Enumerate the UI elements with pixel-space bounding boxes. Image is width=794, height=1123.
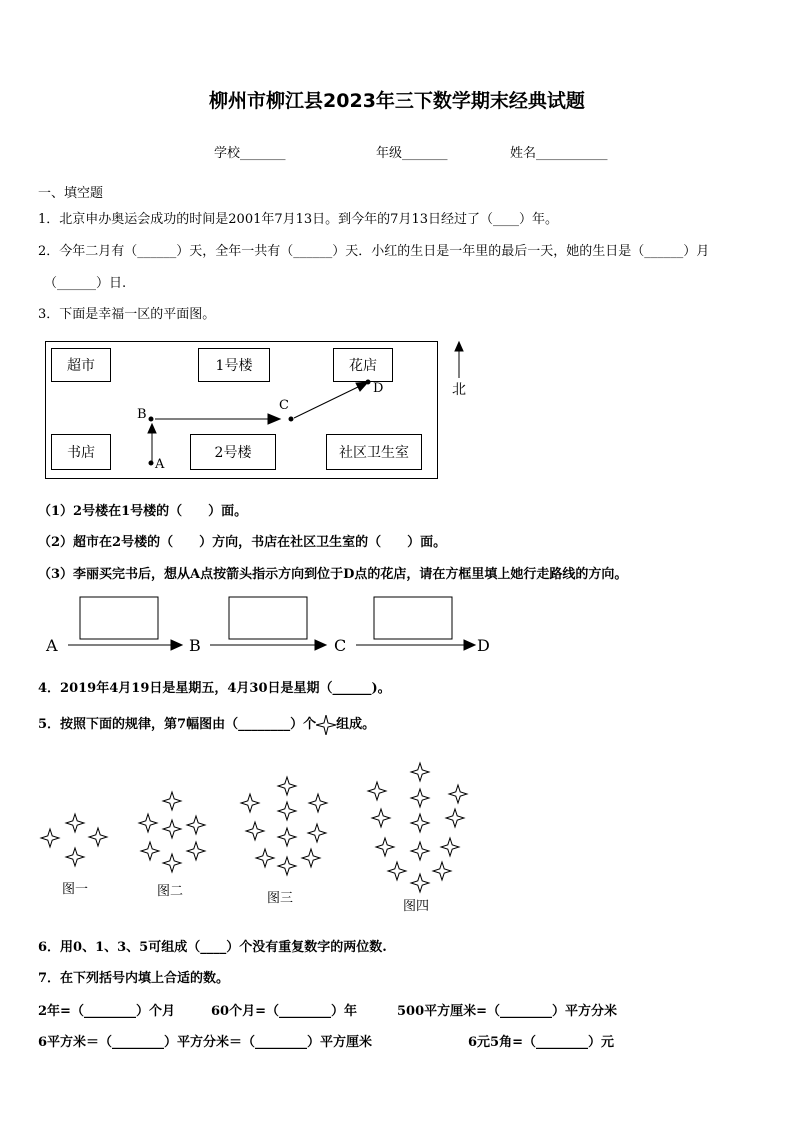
question-3: 3．下面是幸福一区的平面图。 [38, 307, 216, 322]
page-title: 柳州市柳江县2023年三下数学期末经典试题 [209, 90, 585, 112]
school-field[interactable]: 学校_______ [214, 146, 286, 161]
figure-1-caption: 图一 [62, 882, 89, 897]
q7-item-2: 60个月=（________）年 [211, 1004, 357, 1019]
figure-4-caption: 图四 [403, 899, 430, 914]
star-icon [368, 782, 386, 800]
grade-field[interactable]: 年级_______ [376, 146, 448, 161]
star-icon [139, 814, 157, 832]
question-6: 6．用0、1、3、5可组成（____）个没有重复数字的两位数. [38, 940, 387, 955]
star-icon [187, 842, 205, 860]
star-icon [372, 809, 390, 827]
star-icon [187, 816, 205, 834]
star-icon [89, 828, 107, 846]
name-field[interactable]: 姓名___________ [510, 146, 608, 161]
q7-item-4: 6平方米＝（________）平方分米＝（________）平方厘米 [38, 1035, 373, 1050]
north-label: 北 [452, 382, 466, 398]
star-icon [376, 838, 394, 856]
q7-item-1: 2年=（________）个月 [38, 1004, 175, 1019]
star-icon [449, 785, 467, 803]
star-icon [66, 814, 84, 832]
star-icon [163, 854, 181, 872]
supermarket-box: 超市 [51, 348, 111, 382]
star-icon [441, 838, 459, 856]
star-icon [388, 862, 406, 880]
star-icon [308, 824, 326, 842]
clinic-box: 社区卫生室 [326, 434, 422, 470]
section-heading: 一、填空题 [38, 186, 104, 201]
building-1-box: 1号楼 [198, 348, 270, 382]
question-5-text: 5．按照下面的规律，第7幅图由（________）个 [38, 717, 317, 732]
star-icon [446, 809, 464, 827]
route-c-label: C [334, 636, 347, 655]
star-icon [41, 829, 59, 847]
question-3-2: （2）超市在2号楼的（ ）方向，书店在社区卫生室的（ ）面。 [38, 535, 447, 550]
route-d-label: D [477, 636, 490, 655]
star-icon [302, 849, 320, 867]
point-a-label: A [155, 457, 165, 472]
question-4: 4．2019年4月19日是星期五，4月30日是星期（______)。 [38, 681, 391, 696]
star-icon [241, 794, 259, 812]
point-b-label: B [137, 407, 147, 422]
star-icon [278, 857, 296, 875]
question-2-cont: （______）日. [44, 276, 127, 291]
star-icon [411, 789, 429, 807]
figure-3-caption: 图三 [267, 891, 294, 906]
question-3-3: （3）李丽买完书后，想从A点按箭头指示方向到位于D点的花店，请在方框里填上她行走路线的方向。 [38, 567, 628, 582]
star-icon [278, 802, 296, 820]
question-1: 1．北京申办奥运会成功的时间是2001年7月13日。到今年的7月13日经过了（____）年。 [38, 212, 558, 227]
question-3-1: （1）2号楼在1号楼的（ ）面。 [38, 504, 248, 519]
star-icon [278, 828, 296, 846]
bookstore-box: 书店 [51, 434, 111, 470]
star-icon [411, 814, 429, 832]
point-d-label: D [373, 381, 384, 396]
star-icon [246, 822, 264, 840]
star-icon [163, 820, 181, 838]
q7-item-5: 6元5角=（________）元 [468, 1035, 614, 1050]
route-b-label: B [189, 636, 201, 655]
question-5-suffix: 组成。 [336, 717, 376, 732]
q7-item-3: 500平方厘米=（________）平方分米 [397, 1004, 618, 1019]
star-icon [433, 862, 451, 880]
question-7: 7．在下列括号内填上合适的数。 [38, 971, 230, 986]
building-2-box: 2号楼 [190, 434, 276, 470]
star-icon [163, 792, 181, 810]
star-icon [278, 777, 296, 795]
star-icon [411, 874, 429, 892]
star-icon [411, 763, 429, 781]
star-icon [141, 842, 159, 860]
point-c-label: C [279, 398, 289, 413]
question-2: 2．今年二月有（______）天，全年一共有（______）天．小红的生日是一年里的最后一天，她的生日是（______）月 [38, 244, 710, 259]
star-icon [411, 842, 429, 860]
route-a-label: A [46, 636, 58, 655]
flower-shop-box: 花店 [333, 348, 393, 382]
star-icon [309, 794, 327, 812]
star-icon [66, 848, 84, 866]
figure-2-caption: 图二 [157, 884, 184, 899]
star-icon [256, 849, 274, 867]
